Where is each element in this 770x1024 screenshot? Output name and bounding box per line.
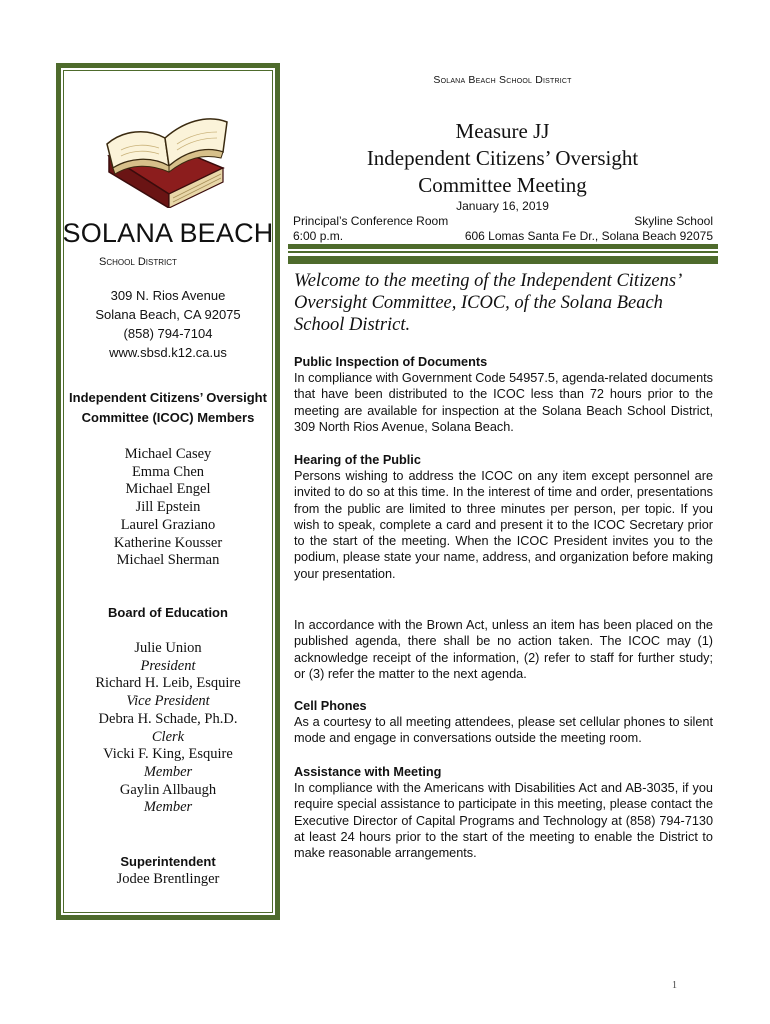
address-street: 309 N. Rios Avenue (110, 288, 226, 303)
address-website: www.sbsd.k12.ca.us (109, 345, 227, 360)
section-cell-phones (294, 698, 713, 747)
list-item: Michael Casey (124, 446, 212, 462)
meeting-location-left (293, 214, 448, 244)
header-district: Solana Beach School District (433, 74, 572, 86)
divider (288, 251, 718, 253)
list-item: Emma Chen (131, 463, 205, 480)
district-subtitle: School District (99, 256, 177, 268)
board-member-name: Richard H. Leib, Esquire (95, 675, 241, 692)
open-book-icon (103, 108, 233, 208)
welcome-text: Welcome to the meeting of the Independent Citizens’ Oversight Committee, ICOC, of the Solana Beach School District. (294, 271, 681, 335)
section-text: In compliance with Government Code 54957.5, agenda-related documents that have been distributed to the ICOC less than 72 hours prior to the meeting are available for inspection at the Solana Beach School District, 309 North Rios Avenue, Solana Beach. (294, 371, 713, 434)
icoc-member-list (61, 446, 275, 570)
list-item: Katherine Kousser (113, 534, 223, 551)
meeting-school: Skyline School (634, 214, 713, 228)
title-line-3: Committee Meeting (418, 173, 587, 197)
page-title (290, 118, 715, 199)
board-member-name: Gaylin Allbaugh (119, 781, 217, 798)
board-member-role: Clerk (151, 728, 185, 745)
district-name: SOLANA BEACH (62, 218, 274, 248)
icoc-heading-line-1: Independent Citizens’ Oversight (69, 390, 267, 405)
section-heading: Assistance with Meeting (294, 765, 442, 779)
address-phone: (858) 794-7104 (123, 326, 213, 341)
section-text: In compliance with the Americans with Disabilities Act and AB-3035, if you require special assistance to participate in this meeting, please contact the Executive Director of Capital Programs and Technology at (858) 794-7130 at least 24 hours prior to the start of the meeting to enable the District to make reasonable arrangements. (294, 781, 713, 861)
list-item: Laurel Graziano (120, 516, 216, 533)
meeting-date: January 16, 2019 (456, 199, 549, 213)
meeting-address: 606 Lomas Santa Fe Dr., Solana Beach 92075 (464, 229, 713, 243)
meeting-location-right (465, 214, 713, 244)
board-heading: Board of Education (108, 605, 228, 620)
board-member-name: Vicki F. King, Esquire (103, 746, 233, 763)
meeting-time: 6:00 p.m. (293, 229, 344, 243)
section-text: Persons wishing to address the ICOC on any item except personnel are invited to do so at this time. In the interest of time and order, presentations from the public are limited to three minutes per person, per topic. If you wish to speak, complete a card and present it to the ICOC Secretary prior to the start of the meeting. When the ICOC President invites you to the podium, please state your name, address, and organization before making your presentation. (294, 469, 713, 581)
meeting-room: Principal’s Conference Room (293, 214, 449, 228)
divider (288, 256, 718, 264)
sidebar (56, 63, 280, 920)
section-text: As a courtesy to all meeting attendees, please set cellular phones to silent mode and engage in conversations outside the meeting room. (294, 715, 713, 746)
board-member-role: Member (143, 763, 193, 780)
page-number: 1 (672, 980, 677, 991)
icoc-heading (61, 388, 275, 428)
board-list (61, 640, 275, 817)
superintendent-name: Jodee Brentlinger (116, 871, 220, 887)
list-item: Michael Engel (125, 481, 211, 498)
section-assistance (294, 764, 713, 861)
section-heading: Hearing of the Public (294, 453, 421, 467)
board-member-name: Debra H. Schade, Ph.D. (98, 710, 238, 727)
section-text: In accordance with the Brown Act, unless an item has been placed on the published agenda, there shall be no action taken. The ICOC may (1) acknowledge receipt of the information, (2) refer to staff for further study; or (3) refer the matter to the next agenda. (294, 618, 713, 681)
board-member-name: Julie Union (134, 640, 202, 656)
section-inspection (294, 354, 713, 435)
board-member-role: Member (143, 799, 193, 816)
list-item: Jill Epstein (135, 499, 201, 516)
divider (288, 244, 718, 249)
board-member-role: Vice President (126, 693, 210, 710)
icoc-heading-line-2: Committee (ICOC) Members (81, 410, 255, 425)
title-line-1: Measure JJ (455, 119, 550, 143)
superintendent-heading: Superintendent (120, 854, 216, 869)
section-heading: Cell Phones (294, 699, 367, 713)
district-address (61, 286, 275, 362)
title-line-2: Independent Citizens’ Oversight (366, 146, 639, 170)
board-member-role: President (140, 657, 196, 674)
section-brown-act (294, 617, 713, 682)
address-city: Solana Beach, CA 92075 (95, 307, 241, 322)
section-heading: Public Inspection of Documents (294, 355, 488, 369)
section-hearing (294, 452, 713, 582)
list-item: Michael Sherman (116, 552, 220, 569)
